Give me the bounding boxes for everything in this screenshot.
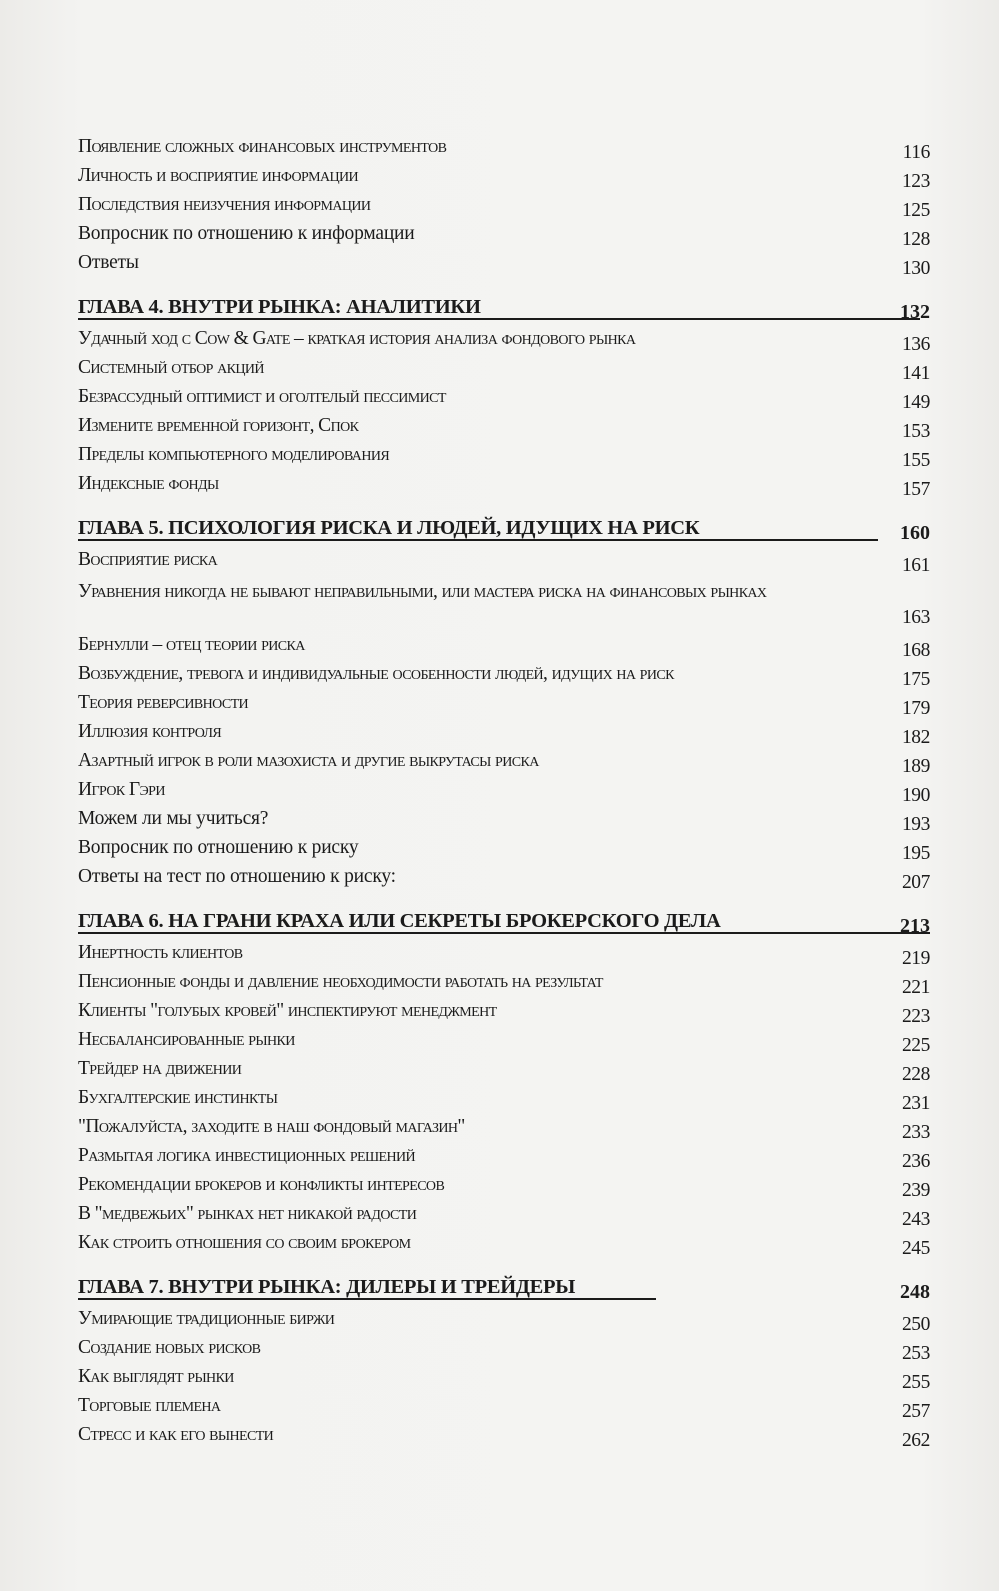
toc-entry-title: Уравнения никогда не бывают неправильными, или мастера риска на финансовых рынках [78, 581, 767, 602]
toc-entry [78, 578, 930, 634]
toc-entry [78, 444, 930, 473]
toc-entry-page: 221 [901, 977, 930, 998]
toc-entry-title: Стресс и как его вынести [78, 1424, 274, 1445]
toc-entry-page: 236 [901, 1151, 930, 1172]
toc-entry-title: Личность и восприятие информации [78, 165, 359, 186]
chapter-heading [78, 506, 930, 549]
chapter-page: 132 [900, 301, 930, 323]
toc-entry-page: 136 [901, 334, 930, 355]
toc-entry [78, 942, 930, 971]
toc-entry-page: 207 [901, 872, 930, 893]
toc-entry-page: 225 [901, 1035, 930, 1056]
toc-entry [78, 837, 930, 866]
toc-entry-title: Вопросник по отношению к информации [78, 223, 415, 244]
toc-entry-title: Создание новых рисков [78, 1337, 261, 1358]
toc-entry-title: Торговые племена [78, 1395, 221, 1416]
toc-entry-title: Как выглядят рынки [78, 1366, 234, 1387]
toc-entry-title: Клиенты "голубых кровей" инспектируют менеджмент [78, 1000, 497, 1021]
toc-entry-page: 193 [901, 814, 930, 835]
toc-entry [78, 1000, 930, 1029]
chapter-heading [78, 899, 930, 942]
toc-entry-title: Можем ли мы учиться? [78, 808, 269, 829]
toc-entry [78, 1395, 930, 1424]
table-of-contents [78, 136, 930, 1453]
toc-entry-page: 128 [901, 229, 930, 250]
toc-entry-page: 130 [901, 258, 930, 279]
toc-entry-page: 161 [901, 555, 930, 576]
toc-entry-page: 182 [901, 727, 930, 748]
toc-entry-page: 190 [901, 785, 930, 806]
chapter-page: 248 [900, 1281, 930, 1303]
toc-entry-page: 255 [901, 1372, 930, 1393]
toc-entry-title: Индексные фонды [78, 473, 219, 494]
toc-entry [78, 328, 930, 357]
toc-entry-page: 153 [901, 421, 930, 442]
toc-entry-page: 189 [901, 756, 930, 777]
toc-entry [78, 721, 930, 750]
toc-entry-title: Умирающие традиционные биржи [78, 1308, 335, 1329]
toc-entry-title: Вопросник по отношению к риску [78, 837, 359, 858]
toc-entry-page: 233 [901, 1122, 930, 1143]
toc-entry-page: 243 [901, 1209, 930, 1230]
toc-entry [78, 808, 930, 837]
toc-entry-page: 257 [901, 1401, 930, 1422]
toc-entry-title: Игрок Гэри [78, 779, 165, 800]
toc-entry-title: Иллюзия контроля [78, 721, 222, 742]
toc-entry-title: Восприятие риска [78, 549, 218, 570]
toc-entry [78, 1087, 930, 1116]
toc-entry-page: 253 [901, 1343, 930, 1364]
toc-entry-title: Ответы [78, 252, 139, 273]
toc-entry-page: 228 [901, 1064, 930, 1085]
chapter-title: ГЛАВА 7. ВНУТРИ РЫНКА: ДИЛЕРЫ И ТРЕЙДЕРЫ [78, 1276, 576, 1298]
toc-entry-page: 157 [901, 479, 930, 500]
toc-entry-title: Появление сложных финансовых инструментов [78, 136, 447, 157]
toc-entry-page: 179 [901, 698, 930, 719]
toc-entry-page: 125 [901, 200, 930, 221]
chapter-title: ГЛАВА 6. НА ГРАНИ КРАХА ИЛИ СЕКРЕТЫ БРОКЕРСКОГО ДЕЛА [78, 910, 721, 932]
toc-entry-page: 239 [901, 1180, 930, 1201]
toc-entry-title: Ответы на тест по отношению к риску: [78, 866, 396, 887]
chapter-heading [78, 1265, 930, 1308]
toc-entry [78, 971, 930, 1000]
toc-entry-page: 149 [901, 392, 930, 413]
toc-entry-title: "Пожалуйста, заходите в наш фондовый магазин" [78, 1116, 465, 1137]
toc-entry-title: Возбуждение, тревога и индивидуальные особенности людей, идущих на риск [78, 663, 674, 684]
toc-entry-page: 123 [901, 171, 930, 192]
toc-entry-page: 245 [901, 1238, 930, 1259]
toc-entry [78, 223, 930, 252]
toc-entry [78, 1203, 930, 1232]
toc-entry-title: Удачный ход с Cow & Gate – краткая история анализа фондового рынка [78, 328, 636, 349]
chapter-underline [78, 318, 920, 320]
toc-entry-page: 155 [901, 450, 930, 471]
toc-entry-page: 175 [901, 669, 930, 690]
toc-entry [78, 386, 930, 415]
chapter-underline [78, 539, 878, 541]
toc-entry [78, 136, 930, 165]
toc-entry-title: Рекомендации брокеров и конфликты интересов [78, 1174, 445, 1195]
toc-entry [78, 1029, 930, 1058]
toc-entry-title: Бернулли – отец теории риска [78, 634, 305, 655]
toc-entry [78, 1058, 930, 1087]
toc-entry-page: 223 [901, 1006, 930, 1027]
toc-entry-title: Бухгалтерские инстинкты [78, 1087, 278, 1108]
toc-entry [78, 1308, 930, 1337]
toc-entry [78, 1174, 930, 1203]
toc-entry [78, 252, 930, 281]
toc-entry [78, 473, 930, 502]
toc-entry [78, 634, 930, 663]
chapter-underline [78, 932, 930, 934]
toc-entry [78, 779, 930, 808]
toc-entry-title: Пределы компьютерного моделирования [78, 444, 390, 465]
toc-entry [78, 357, 930, 386]
toc-entry-title: Теория реверсивности [78, 692, 249, 713]
toc-entry-title: Безрассудный оптимист и оголтелый пессимист [78, 386, 446, 407]
toc-entry [78, 194, 930, 223]
toc-entry-title: Как строить отношения со своим брокером [78, 1232, 411, 1253]
chapter-page: 213 [900, 915, 930, 937]
chapter-title: ГЛАВА 4. ВНУТРИ РЫНКА: АНАЛИТИКИ [78, 296, 481, 318]
toc-entry-title: Размытая логика инвестиционных решений [78, 1145, 415, 1166]
toc-entry [78, 1232, 930, 1261]
toc-entry-title: Несбалансированные рынки [78, 1029, 295, 1050]
toc-entry [78, 692, 930, 721]
toc-entry [78, 1116, 930, 1145]
toc-entry-page: 195 [901, 843, 930, 864]
toc-entry-title: В "медвежьих" рынках нет никакой радости [78, 1203, 417, 1224]
chapter-heading [78, 285, 930, 328]
toc-entry [78, 165, 930, 194]
toc-entry [78, 663, 930, 692]
toc-entry-page: 262 [901, 1430, 930, 1451]
chapter-page: 160 [900, 522, 930, 544]
toc-entry-page: 116 [902, 142, 930, 163]
toc-entry-page: 250 [901, 1314, 930, 1335]
chapter-title: ГЛАВА 5. ПСИХОЛОГИЯ РИСКА И ЛЮДЕЙ, ИДУЩИХ НА РИСК [78, 517, 700, 539]
toc-entry-page: 168 [901, 640, 930, 661]
toc-entry-page: 163 [901, 607, 930, 628]
toc-entry-title: Системный отбор акций [78, 357, 264, 378]
toc-entry [78, 415, 930, 444]
toc-entry [78, 750, 930, 779]
toc-entry-title: Пенсионные фонды и давление необходимости работать на результат [78, 971, 603, 992]
toc-entry-page: 219 [901, 948, 930, 969]
toc-entry-page: 231 [901, 1093, 930, 1114]
toc-entry-title: Инертность клиентов [78, 942, 243, 963]
toc-entry [78, 1366, 930, 1395]
toc-entry-title: Измените временной горизонт, Спок [78, 415, 359, 436]
toc-entry [78, 866, 930, 895]
toc-entry [78, 1145, 930, 1174]
toc-entry-page: 141 [901, 363, 930, 384]
toc-entry-title: Азартный игрок в роли мазохиста и другие выкрутасы риска [78, 750, 539, 771]
chapter-underline [78, 1298, 656, 1300]
toc-entry-title: Трейдер на движении [78, 1058, 242, 1079]
toc-entry-title: Последствия неизучения информации [78, 194, 371, 215]
toc-entry [78, 1337, 930, 1366]
toc-entry [78, 1424, 930, 1453]
toc-entry [78, 549, 930, 578]
